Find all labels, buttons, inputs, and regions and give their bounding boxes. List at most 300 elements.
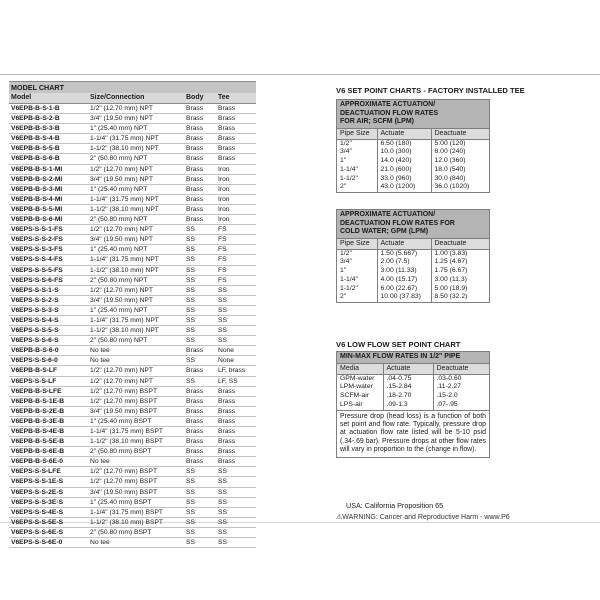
low-flow-title: MIN-MAX FLOW RATES IN 1/2" PIPE — [337, 352, 489, 364]
model-cell: V6EPB-B-S-3-B — [9, 124, 88, 134]
air-title-line2: DEACTUATION FLOW RATES — [340, 109, 439, 117]
size-cell: 1/2" (12.70 mm) BSPT — [88, 396, 184, 406]
model-cell: V6EPB-B-S-6E-0 — [9, 457, 88, 467]
water-row-cell: 6.00 (22.67) — [377, 285, 431, 294]
air-row — [337, 139, 489, 148]
air-row-cell: 12.0 (360) — [434, 157, 466, 165]
body-cell: Brass — [184, 164, 216, 174]
model-cell: V6EPB-B-S-1E-B — [9, 396, 88, 406]
tee-cell: Iron — [216, 204, 256, 214]
body-cell: Brass — [184, 184, 216, 194]
tee-cell: FS — [216, 265, 256, 275]
body-cell: Brass — [184, 416, 216, 426]
model-row — [9, 275, 256, 285]
model-row — [9, 346, 256, 356]
air-row-cell: 36.0 (1020) — [434, 183, 470, 191]
low-flow-col-actuate: Actuate — [383, 364, 433, 375]
low-flow-row — [337, 392, 489, 401]
tee-cell: FS — [216, 245, 256, 255]
body-cell: SS — [184, 255, 216, 265]
water-row-cell: 1-1/4" — [337, 276, 377, 285]
low-flow-row-cell: .04-0.75 — [383, 374, 433, 383]
model-cell: V6EPS-S-S-6-FS — [9, 275, 88, 285]
body-cell: SS — [184, 275, 216, 285]
body-cell: SS — [184, 507, 216, 517]
size-cell: 1-1/2" (38.10 mm) NPT — [88, 265, 184, 275]
air-row-cell: 14.0 (420) — [377, 157, 431, 166]
model-cell: V6EPS-S-S-6-S — [9, 336, 88, 346]
size-cell: 1-1/4" (31.75 mm) BSPT — [88, 507, 184, 517]
low-flow-row-cell: .18-2.70 — [383, 392, 433, 401]
low-flow-row — [337, 401, 489, 410]
model-chart — [9, 81, 256, 548]
model-row — [9, 204, 256, 214]
model-cell: V6EPB-B-S-2E-B — [9, 406, 88, 416]
air-flow-title — [337, 100, 489, 129]
col-header-body: Body — [184, 93, 216, 104]
model-cell: V6EPB-B-S-4-MI — [9, 194, 88, 204]
size-cell: 2" (50.80 mm) BSPT — [88, 447, 184, 457]
water-header-row — [337, 239, 489, 250]
size-cell: 1/2" (12.70 mm) BSPT — [88, 386, 184, 396]
model-row — [9, 427, 256, 437]
model-cell: V6EPS-S-S-6E-0 — [9, 538, 88, 548]
model-row — [9, 144, 256, 154]
water-row — [337, 285, 489, 294]
body-cell: Brass — [184, 124, 216, 134]
water-row-cell: 4.00 (15.17) — [377, 276, 431, 285]
model-row — [9, 215, 256, 225]
model-cell: V6EPS-S-S-5-FS — [9, 265, 88, 275]
water-row — [337, 293, 489, 302]
body-cell: SS — [184, 235, 216, 245]
tee-cell: Brass — [216, 396, 256, 406]
body-cell: SS — [184, 295, 216, 305]
model-row — [9, 336, 256, 346]
model-row — [9, 527, 256, 537]
body-cell: SS — [184, 305, 216, 315]
model-row — [9, 517, 256, 527]
body-cell: SS — [184, 356, 216, 366]
pressure-drop-note: Pressure drop (head loss) is a function of both set point and flow rate. Typically, pressure drop at actuation flow rate listed will be 5-10 psid (.34-.69 bar). Pressure drops at other flow rates will vary in proportion to the (change in flow). — [337, 410, 489, 457]
model-cell: V6EPS-S-S-LF — [9, 376, 88, 386]
tee-cell: Iron — [216, 184, 256, 194]
air-row — [337, 157, 489, 166]
air-row — [337, 148, 489, 157]
body-cell: Brass — [184, 174, 216, 184]
size-cell: 1/2" (12.70 mm) NPT — [88, 376, 184, 386]
water-title-line3: COLD WATER; GPM (LPM) — [340, 228, 429, 235]
top-rule — [0, 74, 600, 75]
air-row-cell: 2" — [337, 183, 377, 192]
size-cell: 3/4" (19.50 mm) BSPT — [88, 487, 184, 497]
tee-cell: FS — [216, 225, 256, 235]
size-cell: 1-1/4" (31.75 mm) NPT — [88, 255, 184, 265]
low-flow-heading: V6 LOW FLOW SET POINT CHART — [336, 340, 461, 349]
model-chart-table — [9, 93, 256, 548]
water-row-cell: 1-1/2" — [337, 285, 377, 294]
body-cell: Brass — [184, 437, 216, 447]
size-cell: 2" (50.80 mm) NPT — [88, 154, 184, 164]
body-cell: Brass — [184, 457, 216, 467]
water-row-cell: 1.25 (4.67) — [434, 258, 468, 266]
air-header-row — [337, 129, 489, 140]
body-cell: SS — [184, 245, 216, 255]
water-flow-title — [337, 210, 489, 239]
tee-cell: None — [216, 356, 256, 366]
low-flow-row-cell: SCFM-air — [337, 392, 383, 401]
model-cell: V6EPS-S-S-2-FS — [9, 235, 88, 245]
size-cell: 1" (25.40 mm) NPT — [88, 184, 184, 194]
model-cell: V6EPB-B-S-2-B — [9, 114, 88, 124]
size-cell: 1/2" (12.70 mm) NPT — [88, 285, 184, 295]
body-cell: SS — [184, 265, 216, 275]
air-row-cell: 5.00 (120) — [434, 139, 466, 147]
prop65-label: USA: California Proposition 65 — [346, 501, 444, 510]
size-cell: No tee — [88, 346, 184, 356]
model-row — [9, 235, 256, 245]
body-cell: Brass — [184, 366, 216, 376]
model-cell: V6EPB-B-S-5E-B — [9, 437, 88, 447]
model-cell: V6EPS-S-S-4E-S — [9, 507, 88, 517]
body-cell: SS — [184, 326, 216, 336]
size-cell: 1-1/4" (31.75 mm) NPT — [88, 194, 184, 204]
tee-cell: Brass — [216, 406, 256, 416]
water-col-pipe-size: Pipe Size — [337, 239, 377, 250]
model-cell: V6EPS-S-S-1E-S — [9, 477, 88, 487]
body-cell: SS — [184, 517, 216, 527]
body-cell: Brass — [184, 144, 216, 154]
air-title-line3: FOR AIR; SCFM (LPM) — [340, 118, 415, 125]
low-flow-row — [337, 383, 489, 392]
tee-cell: None — [216, 346, 256, 356]
tee-cell: Brass — [216, 104, 256, 114]
body-cell: Brass — [184, 104, 216, 114]
low-flow-col-media: Media — [337, 364, 383, 375]
size-cell: 2" (50.80 mm) NPT — [88, 215, 184, 225]
air-row — [337, 183, 489, 192]
model-row — [9, 376, 256, 386]
body-cell: Brass — [184, 114, 216, 124]
model-row — [9, 406, 256, 416]
water-col-actuate: Actuate — [377, 239, 431, 250]
size-cell: 1/2" (12.70 mm) BSPT — [88, 467, 184, 477]
size-cell: 1/2" (12.70 mm) NPT — [88, 104, 184, 114]
model-cell: V6EPB-B-S-LFE — [9, 386, 88, 396]
size-cell: 1" (25.40 mm) NPT — [88, 245, 184, 255]
air-row-cell: 33.0 (960) — [377, 175, 431, 184]
body-cell: Brass — [184, 447, 216, 457]
model-cell: V6EPS-S-S-2-S — [9, 295, 88, 305]
model-row — [9, 487, 256, 497]
model-cell: V6EPB-B-S-6E-B — [9, 447, 88, 457]
model-cell: V6EPB-B-S-1-MI — [9, 164, 88, 174]
tee-cell: FS — [216, 235, 256, 245]
tee-cell: SS — [216, 497, 256, 507]
size-cell: 1/2" (12.70 mm) NPT — [88, 225, 184, 235]
tee-cell: Iron — [216, 215, 256, 225]
size-cell: No tee — [88, 457, 184, 467]
tee-cell: SS — [216, 467, 256, 477]
size-cell: No tee — [88, 538, 184, 548]
tee-cell: Brass — [216, 124, 256, 134]
tee-cell: SS — [216, 507, 256, 517]
tee-cell: FS — [216, 255, 256, 265]
air-row-cell: 43.0 (1200) — [377, 183, 431, 192]
tee-cell: Iron — [216, 164, 256, 174]
water-col-deactuate: Deactuate — [431, 239, 489, 250]
model-row — [9, 416, 256, 426]
model-row — [9, 356, 256, 366]
water-row-cell: 1.75 (6.67) — [434, 267, 468, 275]
water-row-cell: 1" — [337, 267, 377, 276]
water-row-cell: 3/4" — [337, 258, 377, 267]
body-cell: SS — [184, 376, 216, 386]
air-row-cell: 21.0 (600) — [377, 166, 431, 175]
size-cell: 2" (50.80 mm) NPT — [88, 336, 184, 346]
tee-cell: Brass — [216, 154, 256, 164]
model-row — [9, 295, 256, 305]
size-cell: 1" (25.40 mm) NPT — [88, 305, 184, 315]
model-row — [9, 305, 256, 315]
model-cell: V6EPB-B-S-5-MI — [9, 204, 88, 214]
model-cell: V6EPB-B-S-3-MI — [9, 184, 88, 194]
low-flow-row-cell: LPS-air — [337, 401, 383, 410]
size-cell: 1-1/2" (38.10 mm) NPT — [88, 204, 184, 214]
water-row-cell: 10.00 (37.83) — [377, 293, 431, 302]
model-row — [9, 366, 256, 376]
body-cell: SS — [184, 315, 216, 325]
model-row — [9, 184, 256, 194]
water-row — [337, 249, 489, 258]
body-cell: SS — [184, 497, 216, 507]
size-cell: 1-1/4" (31.75 mm) NPT — [88, 315, 184, 325]
size-cell: 1-1/4" (31.75 mm) BSPT — [88, 427, 184, 437]
air-row-cell: 6.50 (180) — [377, 139, 431, 148]
model-cell: V6EPS-S-S-6E-S — [9, 527, 88, 537]
tee-cell: Brass — [216, 114, 256, 124]
tee-cell: SS — [216, 285, 256, 295]
air-row-cell: 1" — [337, 157, 377, 166]
low-flow-col-deactuate: Deactuate — [433, 364, 489, 375]
air-row — [337, 166, 489, 175]
low-flow-row — [337, 374, 489, 383]
model-row — [9, 457, 256, 467]
model-chart-header-row — [9, 93, 256, 104]
size-cell: 3/4" (19.50 mm) NPT — [88, 295, 184, 305]
tee-cell: SS — [216, 527, 256, 537]
model-cell: V6EPS-S-S-3-FS — [9, 245, 88, 255]
body-cell: SS — [184, 285, 216, 295]
air-row-cell: 1/2" — [337, 139, 377, 148]
water-title-line1: APPROXIMATE ACTUATION/ — [340, 211, 436, 218]
model-row — [9, 285, 256, 295]
low-flow-row-cell: .03-0.60 — [436, 374, 462, 382]
tee-cell: SS — [216, 538, 256, 548]
size-cell: 1-1/2" (38.10 mm) NPT — [88, 144, 184, 154]
model-row — [9, 326, 256, 336]
size-cell: 3/4" (19.50 mm) NPT — [88, 114, 184, 124]
tee-cell: SS — [216, 315, 256, 325]
size-cell: 3/4" (19.50 mm) NPT — [88, 235, 184, 245]
model-row — [9, 194, 256, 204]
tee-cell: SS — [216, 295, 256, 305]
model-row — [9, 114, 256, 124]
model-row — [9, 497, 256, 507]
tee-cell: Brass — [216, 437, 256, 447]
model-row — [9, 245, 256, 255]
tee-cell: Brass — [216, 386, 256, 396]
model-cell: V6EPS-S-S-2E-S — [9, 487, 88, 497]
tee-cell: SS — [216, 517, 256, 527]
model-cell: V6EPS-S-S-1-S — [9, 285, 88, 295]
model-cell: V6EPB-B-S-5-B — [9, 144, 88, 154]
water-row-cell: 1.00 (3.83) — [434, 249, 468, 257]
water-row — [337, 276, 489, 285]
tee-cell: Brass — [216, 447, 256, 457]
size-cell: 1/2" (12.70 mm) NPT — [88, 366, 184, 376]
body-cell: SS — [184, 487, 216, 497]
model-row — [9, 104, 256, 114]
air-row-cell: 8.00 (240) — [434, 148, 466, 156]
air-flow-table — [336, 99, 490, 193]
model-cell: V6EPB-B-S-6-MI — [9, 215, 88, 225]
air-row — [337, 175, 489, 184]
model-cell: V6EPS-S-S-3E-S — [9, 497, 88, 507]
tee-cell: Brass — [216, 134, 256, 144]
air-col-pipe-size: Pipe Size — [337, 129, 377, 140]
size-cell: 1" (25.40 mm) BSPT — [88, 497, 184, 507]
tee-cell: LF, brass — [216, 366, 256, 376]
size-cell: 1/2" (12.70 mm) NPT — [88, 164, 184, 174]
tee-cell: SS — [216, 336, 256, 346]
tee-cell: Brass — [216, 416, 256, 426]
low-flow-table — [336, 351, 490, 458]
low-flow-row-cell: .07-.95 — [436, 400, 458, 408]
size-cell: 1/2" (12.70 mm) BSPT — [88, 477, 184, 487]
body-cell: Brass — [184, 396, 216, 406]
model-cell: V6EPB-B-S-1-B — [9, 104, 88, 114]
model-cell: V6EPB-B-S-3E-B — [9, 416, 88, 426]
water-row-cell: 1/2" — [337, 249, 377, 258]
model-cell: V6EPB-B-S-6-0 — [9, 346, 88, 356]
tee-cell: Iron — [216, 194, 256, 204]
air-title-line1: APPROXIMATE ACTUATION/ — [340, 101, 436, 108]
model-row — [9, 225, 256, 235]
model-cell: V6EPS-S-S-5E-S — [9, 517, 88, 527]
body-cell: SS — [184, 477, 216, 487]
body-cell: Brass — [184, 134, 216, 144]
air-col-deactuate: Deactuate — [431, 129, 489, 140]
body-cell: SS — [184, 336, 216, 346]
tee-cell: SS — [216, 477, 256, 487]
low-flow-row-cell: .09-1.3 — [383, 401, 433, 410]
body-cell: Brass — [184, 346, 216, 356]
water-title-line2: DEACTUATION FLOW RATES FOR — [340, 219, 455, 227]
air-row-cell: 3/4" — [337, 148, 377, 157]
model-cell: V6EPS-S-S-6-0 — [9, 356, 88, 366]
model-cell: V6EPS-S-S-LFE — [9, 467, 88, 477]
model-row — [9, 174, 256, 184]
model-row — [9, 255, 256, 265]
prop65-warning: ⚠WARNING: Cancer and Reproductive Harm - www.P6 — [336, 514, 510, 521]
water-row-cell: 8.50 (32.2) — [434, 293, 468, 301]
tee-cell: Brass — [216, 457, 256, 467]
body-cell: Brass — [184, 154, 216, 164]
model-cell: V6EPS-S-S-5-S — [9, 326, 88, 336]
tee-cell: LF, SS — [216, 376, 256, 386]
body-cell: SS — [184, 467, 216, 477]
model-row — [9, 164, 256, 174]
body-cell: Brass — [184, 427, 216, 437]
model-row — [9, 386, 256, 396]
size-cell: 1-1/2" (38.10 mm) NPT — [88, 326, 184, 336]
low-flow-row-cell: .15-2.84 — [383, 383, 433, 392]
low-flow-header-row — [337, 364, 489, 375]
model-row — [9, 467, 256, 477]
model-row — [9, 154, 256, 164]
low-flow-row-cell: .11-2.27 — [436, 383, 461, 391]
water-row — [337, 258, 489, 267]
model-row — [9, 437, 256, 447]
water-row-cell: 3.00 (11.3) — [434, 275, 467, 283]
low-flow-row-cell: .15-2.0 — [436, 392, 458, 400]
tee-cell: Brass — [216, 427, 256, 437]
model-cell: V6EPS-S-S-3-S — [9, 305, 88, 315]
col-header-model: Model — [9, 93, 88, 104]
water-row-cell: 2.00 (7.5) — [377, 258, 431, 267]
body-cell: Brass — [184, 194, 216, 204]
model-row — [9, 507, 256, 517]
tee-cell: FS — [216, 275, 256, 285]
tee-cell: SS — [216, 326, 256, 336]
low-flow-row-cell: GPM-water — [337, 374, 383, 383]
set-point-heading: V6 SET POINT CHARTS - FACTORY INSTALLED TEE — [336, 86, 525, 95]
model-cell: V6EPS-S-S-4-FS — [9, 255, 88, 265]
model-row — [9, 477, 256, 487]
size-cell: 1-1/2" (38.10 mm) BSPT — [88, 437, 184, 447]
tee-cell: Iron — [216, 174, 256, 184]
air-row-cell: 10.0 (300) — [377, 148, 431, 157]
model-row — [9, 315, 256, 325]
model-row — [9, 134, 256, 144]
air-row-cell: 30.0 (840) — [434, 174, 466, 182]
water-row-cell: 5.00 (18.9) — [434, 284, 468, 292]
size-cell: 1-1/4" (31.75 mm) NPT — [88, 134, 184, 144]
model-row — [9, 124, 256, 134]
model-cell: V6EPB-B-S-4-B — [9, 134, 88, 144]
body-cell: Brass — [184, 204, 216, 214]
water-row-cell: 3.00 (11.33) — [377, 267, 431, 276]
air-col-actuate: Actuate — [377, 129, 431, 140]
size-cell: No tee — [88, 356, 184, 366]
size-cell: 2" (50.80 mm) BSPT — [88, 527, 184, 537]
size-cell: 1" (25.40 mm) BSPT — [88, 416, 184, 426]
col-header-size: Size/Connection — [88, 93, 184, 104]
body-cell: SS — [184, 538, 216, 548]
size-cell: 3/4" (19.50 mm) BSPT — [88, 406, 184, 416]
model-row — [9, 265, 256, 275]
model-cell: V6EPB-B-S-4E-B — [9, 427, 88, 437]
air-row-cell: 18.0 (540) — [434, 165, 466, 173]
size-cell: 2" (50.80 mm) NPT — [88, 275, 184, 285]
tee-cell: SS — [216, 487, 256, 497]
water-row-cell: 2" — [337, 293, 377, 302]
model-chart-title: MODEL CHART — [9, 81, 256, 93]
low-flow-row-cell: LPM-water — [337, 383, 383, 392]
size-cell: 1" (25.40 mm) NPT — [88, 124, 184, 134]
model-cell: V6EPB-B-S-2-MI — [9, 174, 88, 184]
